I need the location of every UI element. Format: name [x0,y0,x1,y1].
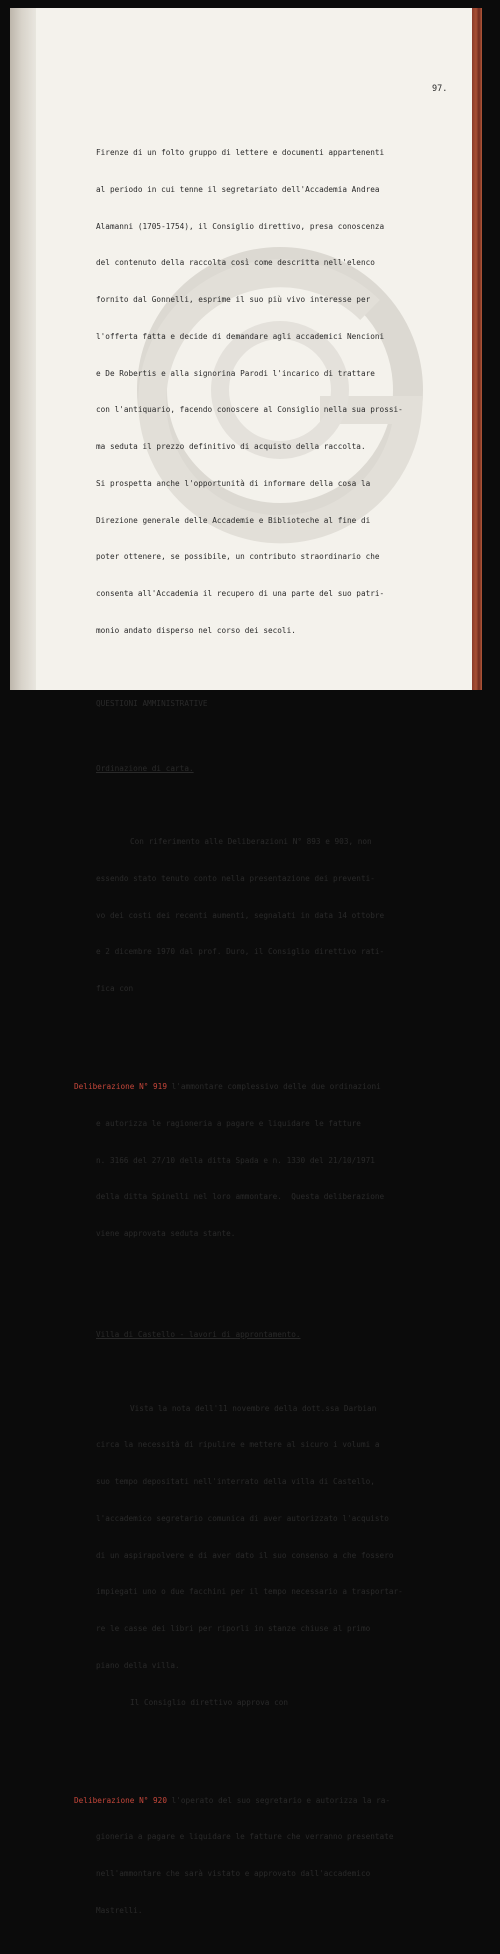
text-line: nell'ammontare che sarà vistato e approvato dall'accademico [96,1869,371,1878]
text-line: e De Robertis e alla signorina Parodi l'incarico di trattare [96,368,375,378]
text-line [74,1081,426,1093]
text-line: suo tempo depositati nell'interrato della villa di Castello, [96,1477,375,1486]
text-line: Mastrelli. [96,1905,143,1915]
text-line: con l'antiquario, facendo conoscere al Consiglio nella sua prossi- [96,405,403,415]
text-line: Alamanni (1705-1754), il Consiglio direttivo, presa conoscenza [96,221,385,231]
text-line: monio andato disperso nel corso dei secoli. [96,625,296,635]
subsection-heading-orders: Ordinazione di carta. [96,763,194,773]
text-line: Vista la nota dell'11 novembre della dott.ssa Darbian [130,1403,377,1413]
text-line: piano della villa. [96,1660,180,1670]
text-line: ma seduta il prezzo definitivo di acquisto della raccolta. [96,442,366,451]
paragraph-villa [96,1378,426,1733]
text-line [74,1795,426,1807]
book-spine [10,8,36,690]
text-line: impiegati uno o due facchini per il tempo necessario a trasportar- [96,1587,403,1597]
text-line: vo dei costi dei recenti aumenti, segnalati in data 14 ottobre [96,910,385,920]
text-line: n. 3166 del 27/10 della ditta Spada e n. 1330 del 21/10/1971 [96,1155,375,1165]
text-line: della ditta Spinelli nel loro ammontare. Questa deliberazione [96,1192,385,1202]
deliberation-label: Deliberazione N° 920 [74,1795,167,1805]
document-body [74,98,426,1954]
text-line: del contenuto della raccolta così come descritta nell'elenco [96,258,375,268]
text-line: l'offerta fatta e decide di demandare agli accademici Nencioni [96,331,385,341]
text-line: consenta all'Accademia il recupero di una parte del suo patri- [96,589,385,598]
text-line: al periodo in cui tenne il segretariato dell'Accademia Andrea [96,184,380,194]
page-number: 97. [432,84,448,94]
text-line: circa la necessità di ripulire e mettere al sicuro i volumi a [96,1440,380,1450]
deliberation-text: l'operato del suo segretario e autorizza la ra- [166,1795,391,1805]
text-line: Firenze di un folto gruppo di lettere e documenti appartenenti [96,148,385,157]
text-line: Il Consiglio direttivo approva con [130,1697,289,1707]
deliberation-text: l'ammontare complessivo delle due ordinazioni [166,1082,381,1091]
text-line: poter ottenere, se possibile, un contributo straordinario che [96,552,380,562]
text-line: gioneria a pagare e liquidare le fatture che verranno presentate [96,1832,394,1842]
subsection-heading-villa: Villa di Castello - lavori di approntamento. [96,1330,301,1339]
paragraph-accademia-letters [96,123,426,662]
section-heading-admin: QUESTIONI AMMINISTRATIVE [96,699,208,709]
paragraph-orders [96,812,426,1020]
deliberation-919 [74,1057,426,1265]
deliberation-920 [74,1770,426,1942]
text-line: l'accademico segretario comunica di aver autorizzato l'acquisto [96,1513,389,1523]
text-line: fornito dal Gonnelli, esprime il suo più vivo interesse per [96,295,371,304]
text-line: Direzione generale delle Accademie e Biblioteche al fine di [96,515,371,525]
text-line: viene approvata seduta stante. [96,1229,236,1238]
text-line: Con riferimento alle Deliberazioni N° 893 e 903, non [130,837,372,846]
text-line: e 2 dicembre 1970 dal prof. Duro, il Consiglio direttivo rati- [96,947,385,957]
text-line: fica con [96,984,134,993]
deliberation-label: Deliberazione N° 919 [74,1082,167,1091]
text-line: di un aspirapolvere e di aver dato il suo consenso a che fossero [96,1550,394,1560]
page-edges [472,8,482,690]
text-line: essendo stato tenuto conto nella presentazione dei preventi- [96,873,375,883]
text-line: Si prospetta anche l'opportunità di informare della cosa la [96,478,371,488]
text-line: re le casse dei libri per riporli in stanze chiuse al primo [96,1624,371,1633]
text-line: e autorizza le ragioneria a pagare e liquidare le fatture [96,1118,361,1128]
